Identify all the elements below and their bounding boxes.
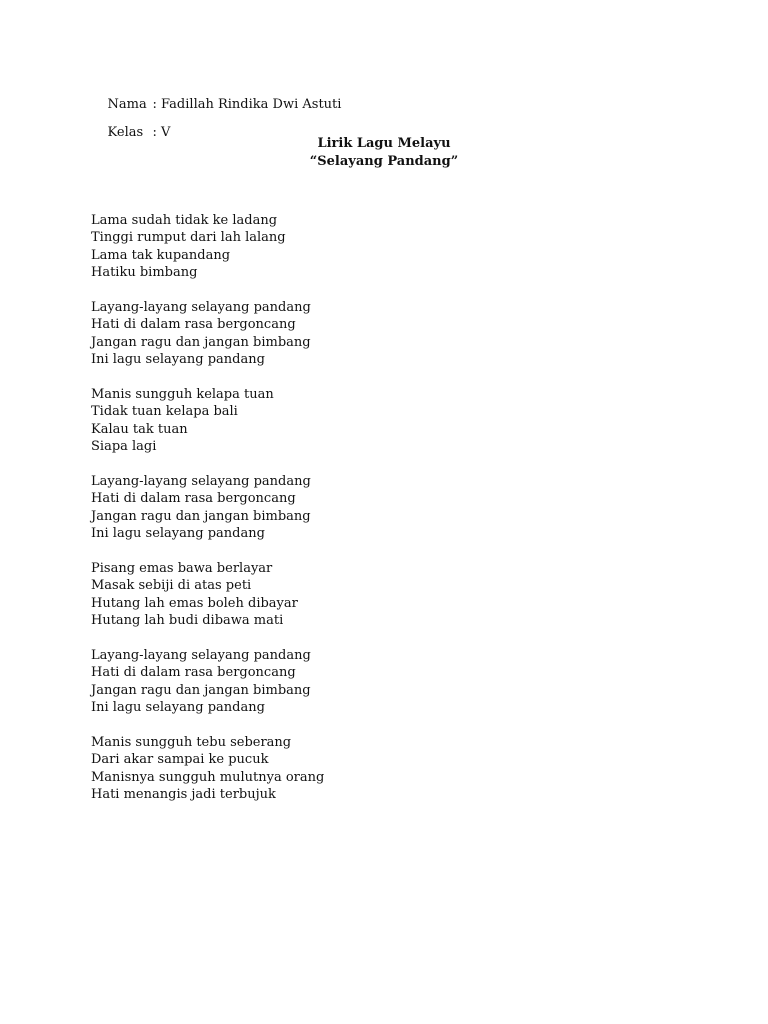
verse-line: Ini lagu selayang pandang — [91, 352, 265, 368]
song-title-name: “Selayang Pandang” — [309, 154, 459, 169]
verse-line: Hati di dalam rasa bergoncang — [91, 665, 296, 681]
stanza-1 — [91, 212, 286, 282]
verse-line: Ini lagu selayang pandang — [91, 700, 265, 716]
verse-line: Lama sudah tidak ke ladang — [91, 213, 278, 228]
verse-line: Hati menangis jadi terbujuk — [91, 787, 276, 803]
song-title-line-1 — [0, 135, 768, 152]
stanza-5 — [91, 560, 298, 630]
stanza-6 — [91, 647, 311, 717]
verse-line: Manis sungguh tebu seberang — [91, 735, 292, 750]
verse-line: Kalau tak tuan — [91, 421, 188, 437]
verse-line: Siapa lagi — [91, 439, 157, 455]
class-label: Kelas — [107, 125, 144, 140]
verse-line: Jangan ragu dan jangan bimbang — [91, 682, 311, 698]
verse-line: Hutang lah budi dibawa mati — [91, 613, 284, 629]
stanza-7 — [91, 734, 324, 804]
verse-line: Tinggi rumput dari lah lalang — [91, 230, 286, 246]
verse-line: Layang-layang selayang pandang — [91, 474, 311, 489]
verse-line: Manisnya sungguh mulutnya orang — [91, 769, 325, 785]
verse-line: Masak sebiji di atas peti — [91, 578, 252, 594]
verse-line: Hati di dalam rasa bergoncang — [91, 317, 296, 333]
verse-line: Jangan ragu dan jangan bimbang — [91, 334, 311, 350]
stanza-2 — [91, 299, 311, 369]
verse-line: Ini lagu selayang pandang — [91, 526, 265, 542]
stanza-3 — [91, 386, 274, 456]
verse-line: Hati di dalam rasa bergoncang — [91, 491, 296, 507]
verse-line: Layang-layang selayang pandang — [91, 648, 311, 663]
stanza-4 — [91, 473, 311, 543]
class-value: : V — [152, 125, 171, 140]
verse-line: Hatiku bimbang — [91, 265, 198, 281]
verse-line: Tidak tuan kelapa bali — [91, 404, 238, 420]
song-title-line-2 — [0, 153, 768, 170]
verse-line: Lama tak kupandang — [91, 247, 231, 263]
name-label: Nama — [107, 97, 147, 112]
song-title-heading: Lirik Lagu Melayu — [317, 136, 451, 151]
verse-line: Layang-layang selayang pandang — [91, 300, 311, 315]
verse-line: Pisang emas bawa berlayar — [91, 561, 273, 576]
verse-line: Manis sungguh kelapa tuan — [91, 387, 274, 402]
verse-line: Dari akar sampai ke pucuk — [91, 752, 269, 768]
name-value: : Fadillah Rindika Dwi Astuti — [152, 97, 342, 112]
verse-line: Hutang lah emas boleh dibayar — [91, 595, 298, 611]
verse-line: Jangan ragu dan jangan bimbang — [91, 508, 311, 524]
